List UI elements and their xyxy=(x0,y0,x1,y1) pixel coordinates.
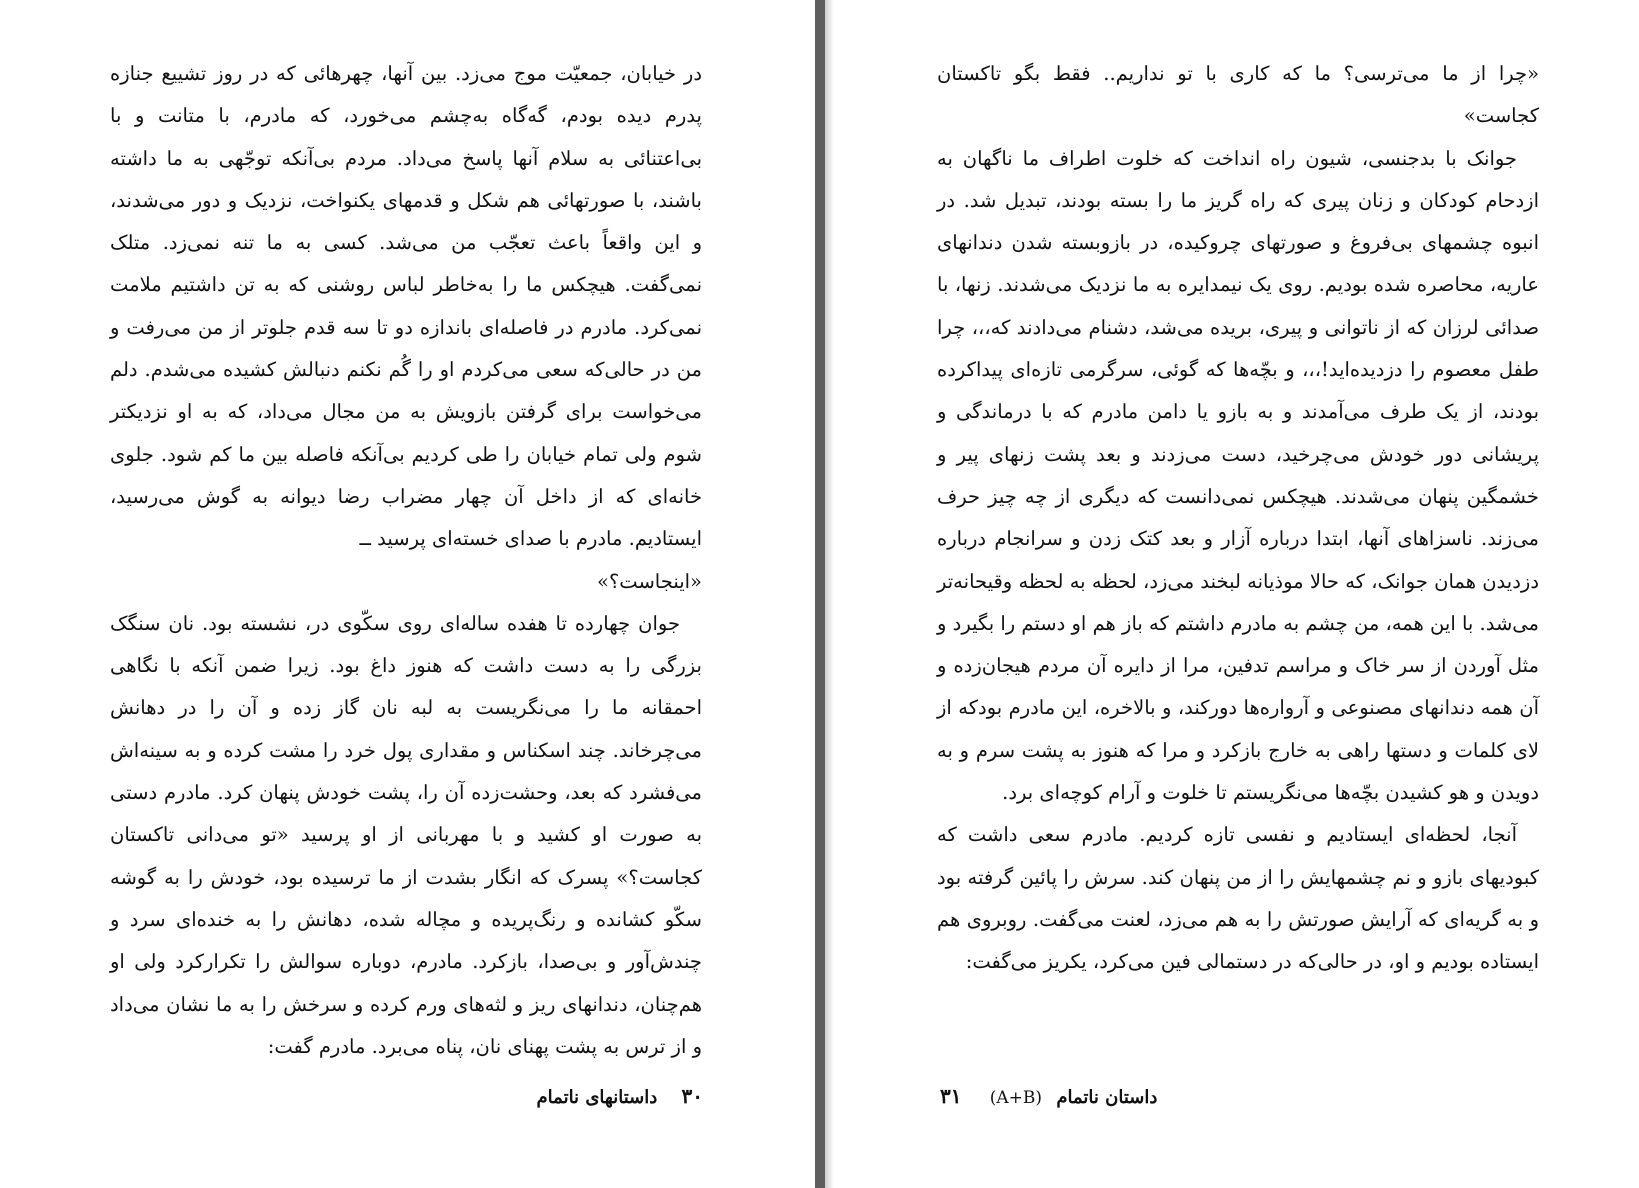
left-page xyxy=(0,0,815,1188)
paragraph: آنجا، لحظه‌ای ایستادیم و نفسی تازه کردیم. مادرم سعی داشت که کبودیهای بازو و نم چشمهایش را از من پنهان کند. سرش را پائین گرفته بود و به گریه‌ای که آرایش صورتش را به هم می‌زد، لعنت می‌گفت. روبروی هم ایستاده بودیم و او، در حالی‌که در دستمالی فین می‌کرد، یکریز می‌گفت: xyxy=(937,823,1539,974)
page-number: ۳۱ xyxy=(940,1084,962,1108)
paragraph-quote: «چرا از ما می‌ترسی؟ ما که کاری با تو نداریم.. فقط بگو تاکستان کجاست» xyxy=(937,62,1539,128)
right-page-body xyxy=(937,53,1539,984)
paragraph: جوان چهارده تا هفده ساله‌ای روی سکّوی در، نشسته بود. نان سنگک بزرگی را به دست داشت که هنوز داغ بود. زیرا ضمن آنکه با نگاهی احمقانه ما را می‌نگریست به لبه نان گاز زده و آن را در دهانش می‌چرخاند. چند اسکناس و مقداری پول خرد را مشت کرده و به سینه‌اش می‌فشرد که بعد، وحشت‌زده آن را، پشت خودش پنهان کرد. مادرم دستی به صورت او کشید و با مهربانی از او پرسید «تو می‌دانی تاکستان کجاست؟» پسرک که انگار بشدت از ما ترسیده بود، خودش را به گوشه سکّو کشانده و رنگ‌پریده و مچاله شده، دهانش را به خنده‌ای سرد و چندش‌آور و بی‌صدا، بازکرد. مادرم، دوباره سوالش را تکرارکرد ولی او هم‌چنان، دندانهای ریز و لثه‌های ورم کرده و سرخش را به ما نشان می‌داد و از ترس به پشت پهنای نان، پناه می‌برد. مادرم گفت: xyxy=(110,611,702,1058)
running-title: داستان ناتمام xyxy=(1056,1087,1158,1108)
left-page-footer xyxy=(537,1084,703,1108)
paragraph-quote: «اینجاست؟» xyxy=(597,569,702,593)
left-page-body xyxy=(110,53,702,1068)
right-page xyxy=(834,0,1639,1188)
right-page-footer xyxy=(940,1084,1157,1108)
page-gutter xyxy=(815,0,825,1188)
paragraph: جوانک با بدجنسی، شیون راه انداخت که خلوت اطراف ما ناگهان به ازدحام کودکان و زنان پیری که راه گریز ما را بسته بودند، تبدیل شد. در انبوه چشمهای بی‌فروغ و صورتهای چروکیده، در بازوبسته شدن دندانهای عاریه، محاصره شده بودیم. روی یک نیمدایره به ما نزدیک می‌شدند. زنها، با صدائی لرزان که از ناتوانی و پیری، بریده می‌شد، دشنام می‌دادند که،،، چرا طفل معصوم را دزدیده‌اید!،،، و بچّه‌ها که گوئی، سرگرمی تازه‌ای پیداکرده بودند، از یک طرف می‌آمدند و به بازو یا دامن مادرم که با درماندگی و پریشانی دور خودش می‌چرخید، دست می‌زدند و بعد پشت زنهای پیر و خشمگین پنهان می‌شدند. هیچکس نمی‌دانست که دیگری از چه چیز حرف می‌زند. ناسزاهای آنها، ابتدا درباره آزار و بعد کتک زدن و سرانجام درباره دزدیدن همان جوانک، که حالا موذیانه لبخند می‌زد، لحظه به لحظه وقیحانه‌تر می‌شد. با این همه، من چشم به مادرم داشتم که باز هم او دستم را بگیرد و مثل آوردن از سر خاک و مراسم تدفین، مرا از دایره آن مردم هیجان‌زده و آن همه دندانهای مصنوعی و آرواره‌ها دورکند، و بالاخره، این مادرم بودکه از لای کلمات و دستها راهی به خارج بازکرد و مرا که هنوز به پشت سرم و به دویدن و هو کشیدن بچّه‌ها می‌نگریستم تا خلوت و آرام کوچه‌ای برد. xyxy=(937,146,1539,805)
running-title: داستانهای ناتمام xyxy=(536,1087,658,1108)
page-number: ۳۰ xyxy=(681,1084,703,1108)
paragraph: در خیابان، جمعیّت موج می‌زد. بین آنها، چهرهائی که در روز تشییع جنازه پدرم دیده بودم، گه‌گاه به‌چشم می‌خورد، که مادرم، با متانت و با بی‌اعتنائی به سلام آنها پاسخ می‌داد. مردم بی‌آنکه توجّهی به ما داشته باشند، با صورتهائی هم شکل و قدمهای یکنواخت، نزدیک و دور می‌شدند، و این واقعاً باعث تعجّب من می‌شد. کسی به ما تنه نمی‌زد. متلک نمی‌گفت. هیچکس ما را به‌خاطر لباس روشنی که به تن داشتیم ملامت نمی‌کرد. مادرم در فاصله‌ای باندازه دو تا سه قدم جلوتر از من می‌رفت و من در حالی‌که سعی می‌کردم او را گُم نکنم دنبالش کشیده می‌شدم. دلم می‌خواست برای گرفتن بازویش به من مجال می‌داد، که به او نزدیکتر شوم ولی تمام خیابان را طی کردیم بی‌آنکه فاصله بین ما کم شود. جلوی خانه‌ای که از داخل آن چهار مضراب رضا دیوانه به گوش می‌رسید، ایستادیم. مادرم با صدای خسته‌ای پرسید ــ xyxy=(110,62,702,551)
page-gutter-shadow xyxy=(825,0,834,1188)
running-title-sub: (A+B) xyxy=(989,1088,1043,1108)
